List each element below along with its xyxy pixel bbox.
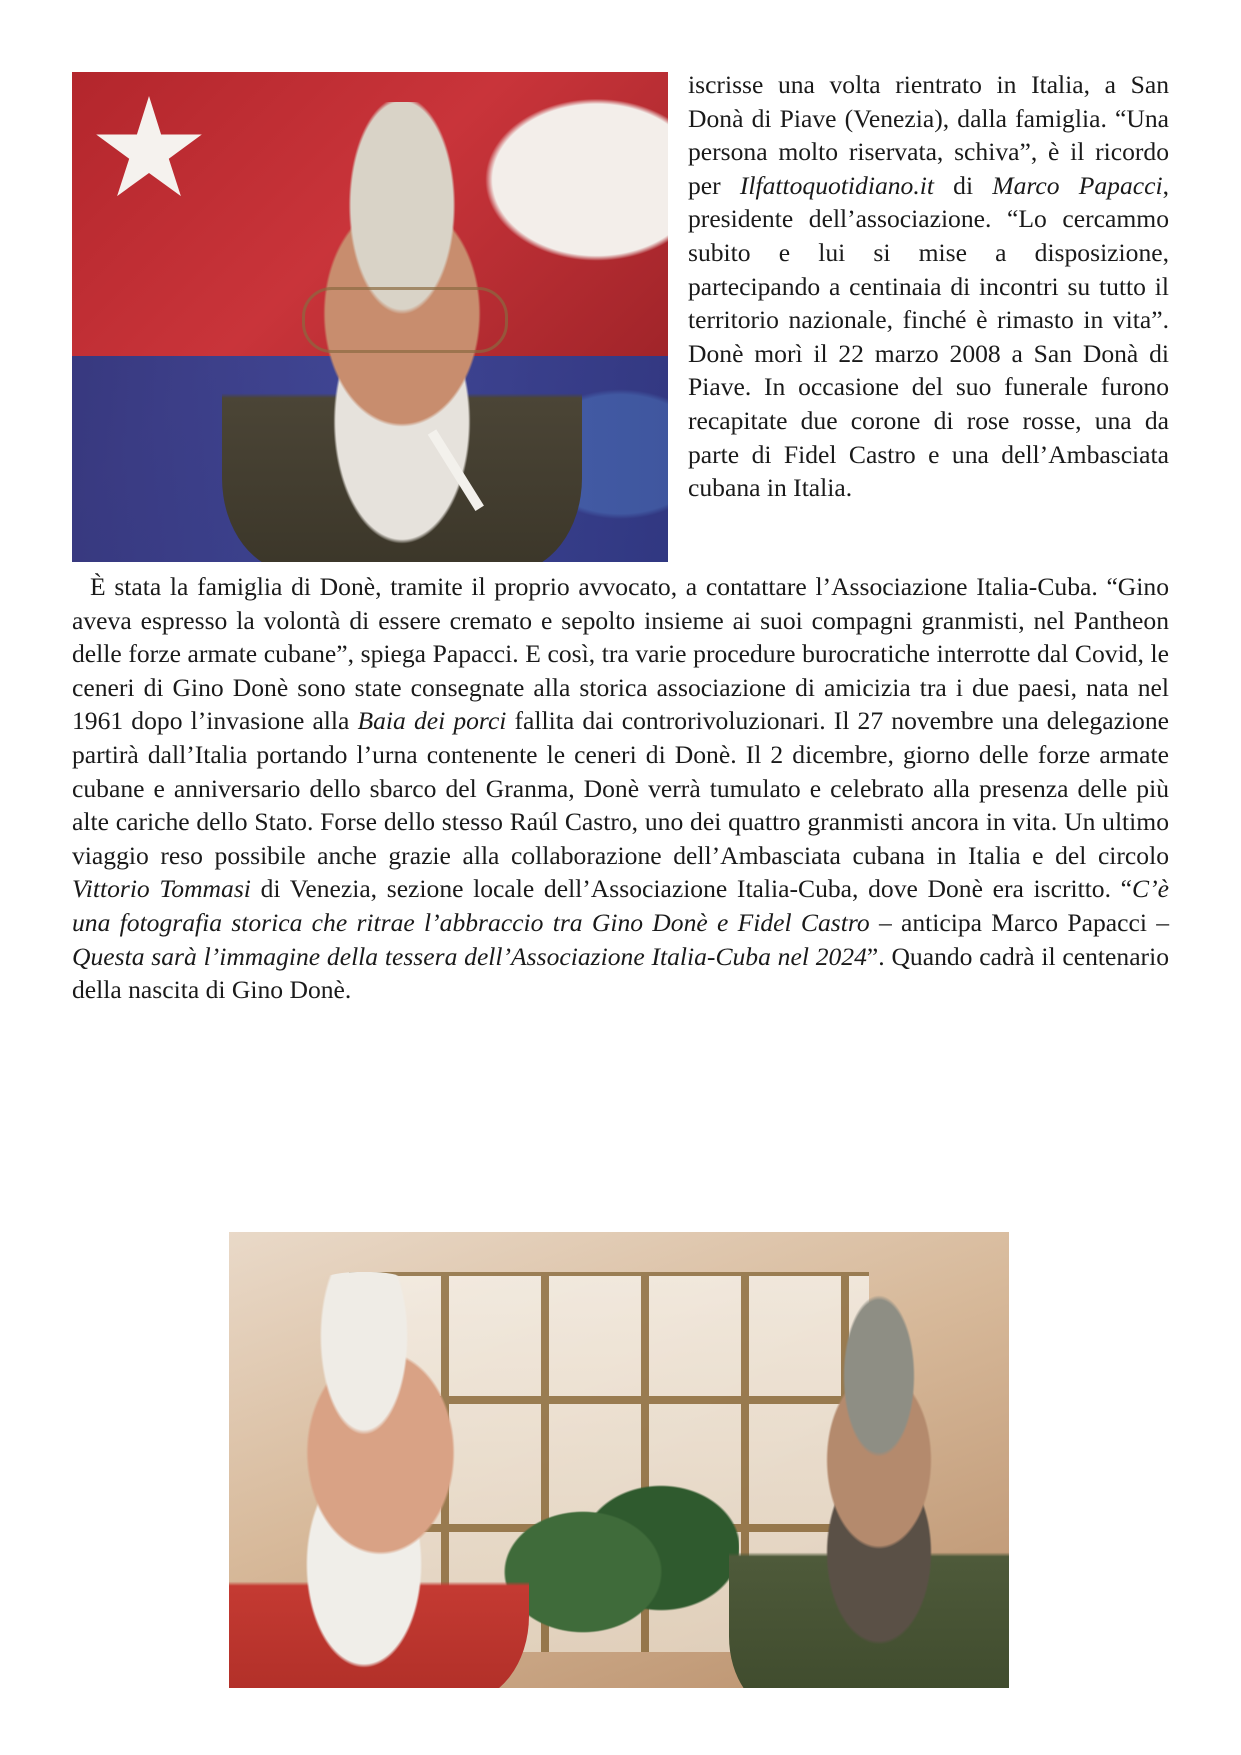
paragraph-2	[72, 570, 1169, 1007]
text-run: – anticipa Marco Papacci –	[869, 907, 1169, 937]
text-run: iscrisse una volta rientrato in Italia, a San Donà di Piave (Venezia), dalla famiglia. “Una persona molto riservata, schiva”, è il ricordo per	[688, 70, 1169, 200]
man-right	[729, 1292, 1009, 1688]
article-page	[72, 68, 1169, 1007]
italic-run: Baia dei porci	[357, 706, 507, 736]
italic-run: Ilfattoquotidiano.it	[739, 170, 934, 200]
man-left	[229, 1272, 529, 1688]
text-run: È stata la famiglia di Donè, tramite il proprio avvocato, a contattare l’Associazione Italia-Cuba. “Gino aveva espresso la volontà di essere cremato e sepolto insieme ai suoi compagni granmisti, nel Pantheon delle forze armate cubane”, spiega Papacci. E così, tra varie procedure burocratiche interrotte dal Covid, le ceneri di Gino Donè sono state consegnate alla storica associazione di amicizia tra i due paesi, nata nel 1961 dopo l’invasione alla	[72, 572, 1169, 736]
text-run: di	[933, 170, 993, 200]
text-run: , presidente dell’associazione. “Lo cercammo subito e lui si mise a disposizione, partecipando a centinaia di incontri su tutto il territorio nazionale, finché è rimasto in vita”. Donè morì il 22 marzo 2008 a San Donà di Piave. In occasione del suo funerale furono recapitate due corone di rose rosse, una da parte di Fidel Castro e una dell’Ambasciata cubana in Italia.	[688, 170, 1169, 503]
text-run: ”. Quando cadrà il centenario della nascita di Gino Donè.	[72, 941, 1169, 1005]
meeting-photo	[229, 1232, 1009, 1688]
text-run: fallita dai controrivoluzionari. Il 27 novembre una delegazione partirà dall’Italia portando l’urna contenente le ceneri di Donè. Il 2 dicembre, giorno delle forze armate cubane e anniversario dello sbarco del Granma, Donè verrà tumulato e celebrato alla presenza delle più alte cariche dello Stato. Forse dello stesso Raúl Castro, uno dei quattro granmisti ancora in vita. Un ultimo viaggio reso possibile anche grazie alla collaborazione dell’Ambasciata cubana in Italia e del circolo	[72, 706, 1169, 870]
portrait-photo	[72, 72, 668, 562]
italic-run: Marco Papacci	[992, 170, 1163, 200]
text-run: di Venezia, sezione locale dell’Associazione Italia-Cuba, dove Donè era iscritto. “	[250, 874, 1133, 904]
italic-run: C’è una fotografia storica che ritrae l’abbraccio tra Gino Donè e Fidel Castro	[72, 874, 1169, 937]
italic-run: Vittorio Tommasi	[72, 874, 251, 904]
glasses-shape	[302, 287, 508, 353]
italic-run: Questa sarà l’immagine della tessera dell’Associazione Italia-Cuba nel 2024	[72, 941, 867, 971]
